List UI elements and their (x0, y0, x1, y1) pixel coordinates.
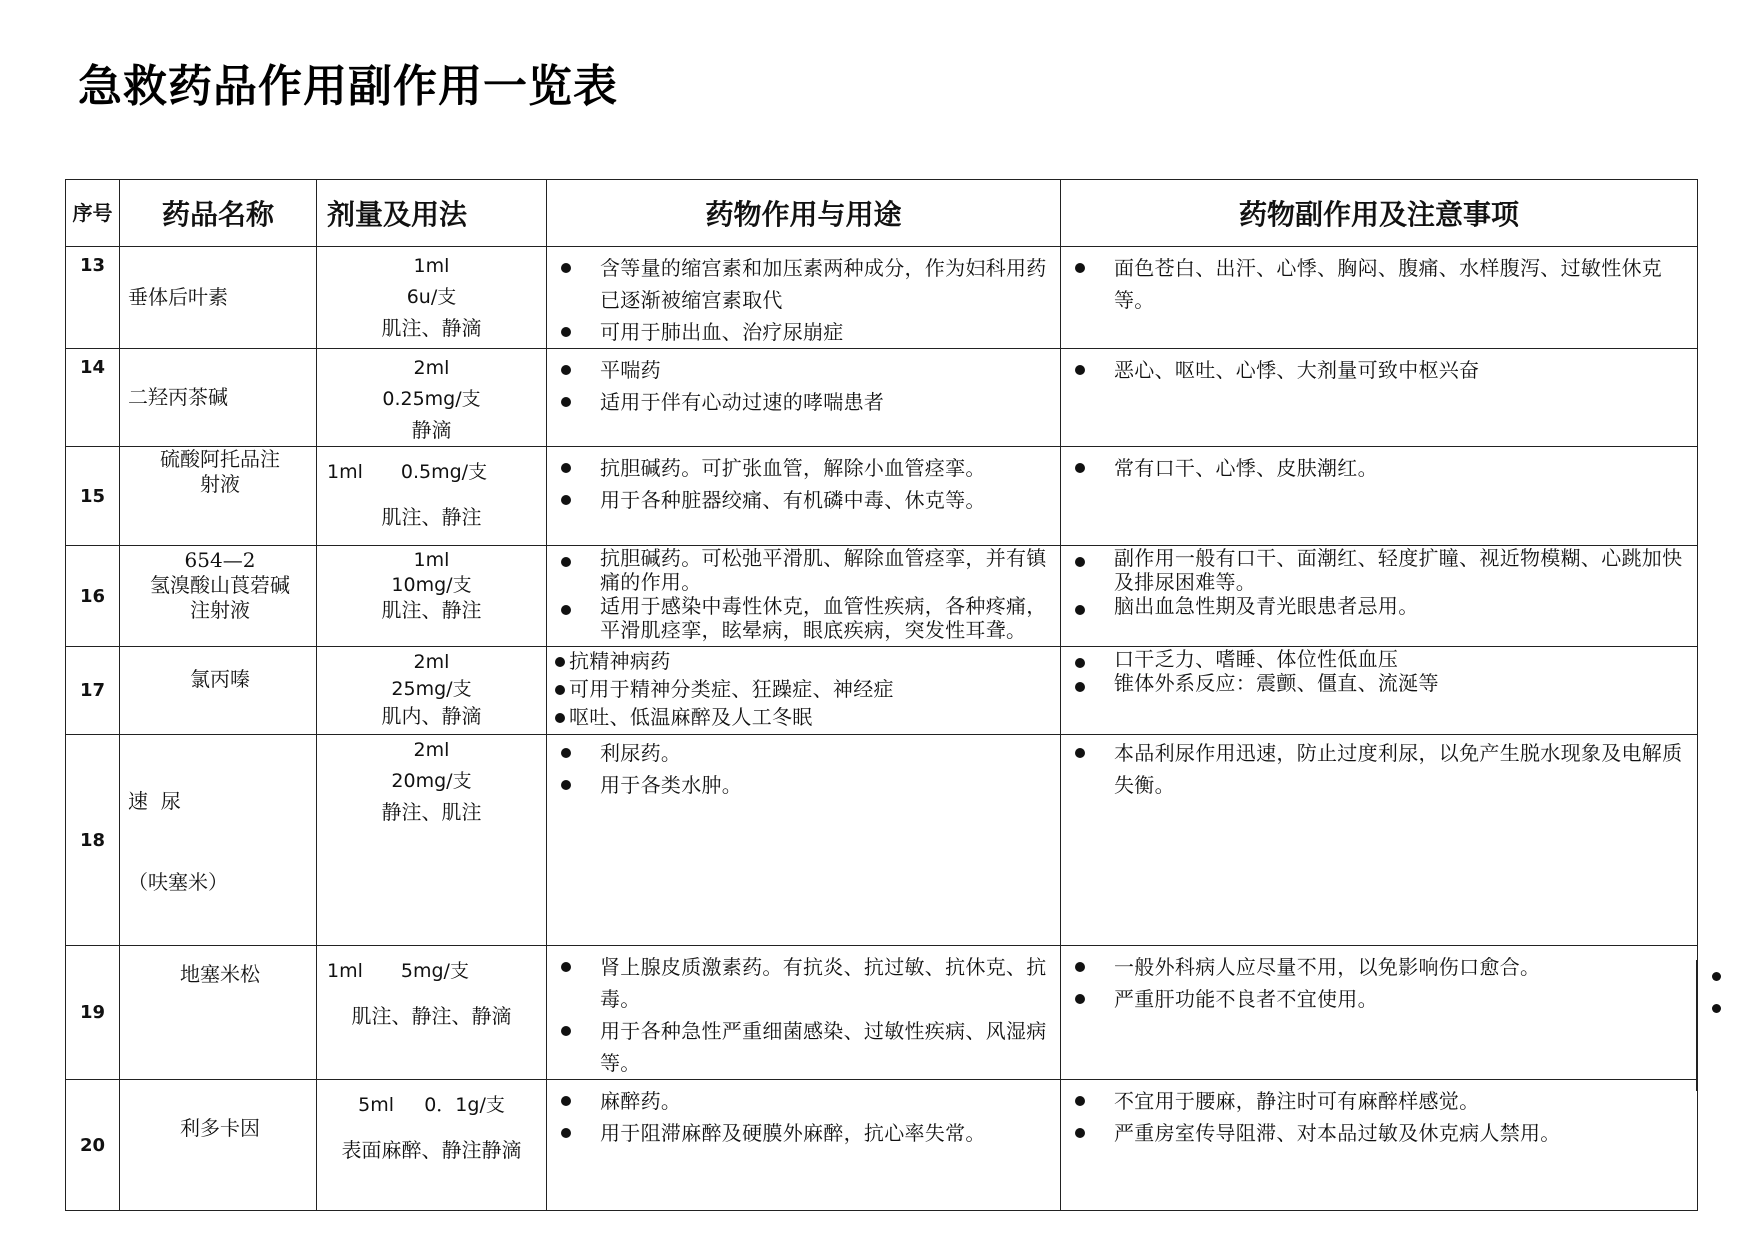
drug-name (120, 447, 317, 546)
drug-side-effects (1061, 946, 1698, 1080)
bullet-item: 恶心、呕吐、心悸、大剂量可致中枢兴奋 (1069, 354, 1691, 386)
header-action: 药物作用与用途 (547, 180, 1061, 247)
bullet-item: 可用于肺出血、治疗尿崩症 (555, 316, 1054, 348)
row-seq: 14 (66, 349, 120, 447)
bullet-item: 适用于感染中毒性休克，血管性疾病，各种疼痛，平滑肌痉挛，眩晕病，眼底疾病，突发性耳聋。 (555, 594, 1054, 642)
dose-volume-strength (317, 956, 546, 987)
row-seq: 15 (66, 447, 120, 546)
bullet-dot-icon (1712, 972, 1721, 981)
drug-name-line: 硫酸阿托品注 (160, 447, 280, 471)
drug-name-line: 垂体后叶素 (128, 285, 228, 309)
dose-strength: 6u/支 (406, 286, 457, 308)
dose-volume: 2ml (413, 357, 450, 379)
bullet-item: 用于各种脏器绞痛、有机磷中毒、休克等。 (555, 484, 1054, 516)
drug-name-line: 注射液 (190, 598, 250, 622)
drug-dose (317, 647, 547, 735)
drug-action (547, 447, 1061, 546)
dose-route: 表面麻醉、静注静滴 (341, 1138, 522, 1162)
table-row (66, 735, 1698, 946)
drug-side-effects (1061, 349, 1698, 447)
drug-action (547, 1080, 1061, 1211)
drug-side-effects (1061, 247, 1698, 349)
drug-action (547, 735, 1061, 946)
row-seq: 18 (66, 735, 120, 946)
dose-strength: 0.25mg/支 (382, 388, 481, 410)
header-dose: 剂量及用法 (317, 180, 547, 247)
drug-name-line: 速 尿 (128, 789, 181, 813)
drug-name (120, 1080, 317, 1211)
bullet-item: 利尿药。 (555, 737, 1054, 769)
bullet-item: 用于各种急性严重细菌感染、过敏性疾病、风湿病等。 (555, 1015, 1054, 1079)
table-row (66, 349, 1698, 447)
bullet-item: 抗精神病药 (555, 647, 1054, 675)
drug-action (547, 349, 1061, 447)
bullet-item: 严重肝功能不良者不宜使用。 (1069, 983, 1691, 1015)
dose-volume-strength (317, 1090, 546, 1121)
table-row (66, 247, 1698, 349)
table-row (66, 447, 1698, 546)
dose-route: 肌注、静滴 (381, 316, 482, 340)
dose-volume: 1ml (327, 960, 363, 982)
row-seq: 17 (66, 647, 120, 735)
table-header-row (66, 180, 1698, 247)
drug-dose (317, 946, 547, 1080)
dose-strength: 25mg/支 (391, 678, 472, 700)
drug-dose (317, 546, 547, 647)
bullet-item: 本品利尿作用迅速，防止过度利尿，以免产生脱水现象及电解质失衡。 (1069, 737, 1691, 801)
bullet-item: 不宜用于腰麻，静注时可有麻醉样感觉。 (1069, 1085, 1691, 1117)
dose-volume: 1ml (327, 461, 363, 483)
dose-volume: 2ml (413, 739, 450, 761)
row-seq: 19 (66, 946, 120, 1080)
page-title: 急救药品作用副作用一览表 (78, 61, 618, 112)
drug-side-effects (1061, 647, 1698, 735)
drug-action (547, 546, 1061, 647)
dose-route: 肌注、静注 (381, 505, 482, 529)
dose-route: 肌注、静注 (381, 598, 482, 622)
drug-action (547, 946, 1061, 1080)
bullet-item: 严重房室传导阻滞、对本品过敏及休克病人禁用。 (1069, 1117, 1691, 1149)
drug-name (120, 946, 317, 1080)
bullet-item: 可用于精神分类症、狂躁症、神经症 (555, 675, 1054, 703)
dose-route: 肌注、静注、静滴 (351, 1004, 512, 1028)
bullet-item: 肾上腺皮质激素药。有抗炎、抗过敏、抗休克、抗毒。 (555, 951, 1054, 1015)
bullet-item: 面色苍白、出汗、心悸、胸闷、腹痛、水样腹泻、过敏性休克等。 (1069, 252, 1691, 316)
bullet-item: 口干乏力、嗜睡、体位性低血压 (1069, 647, 1691, 671)
table-row (66, 946, 1698, 1080)
bullet-item: 麻醉药。 (555, 1085, 1054, 1117)
drug-name-line: 氢溴酸山莨菪碱 (150, 573, 290, 597)
row-seq: 16 (66, 546, 120, 647)
bullet-item: 平喘药 (555, 354, 1054, 386)
drug-name-line: 二羟丙茶碱 (128, 385, 228, 409)
dose-route: 静注、肌注 (381, 800, 482, 824)
header-name: 药品名称 (120, 180, 317, 247)
drug-side-effects (1061, 735, 1698, 946)
dose-strength: 20mg/支 (391, 770, 472, 792)
drug-side-effects (1061, 546, 1698, 647)
bullet-item: 脑出血急性期及青光眼患者忌用。 (1069, 594, 1691, 618)
row-seq: 13 (66, 247, 120, 349)
drug-name-line: （呋塞米） (128, 870, 228, 894)
header-seq: 序号 (66, 180, 120, 247)
row-seq: 20 (66, 1080, 120, 1211)
dose-volume: 1ml (413, 255, 450, 277)
dose-strength: 5mg/支 (400, 960, 469, 982)
drug-dose (317, 735, 547, 946)
table-row (66, 647, 1698, 735)
bullet-item: 用于阻滞麻醉及硬膜外麻醉，抗心率失常。 (555, 1117, 1054, 1149)
bullet-item: 适用于伴有心动过速的哮喘患者 (555, 386, 1054, 418)
clipped-column-border (1696, 960, 1697, 1091)
dose-route: 肌内、静滴 (381, 704, 482, 728)
bullet-dot-icon (1712, 1004, 1721, 1013)
bullet-item: 含等量的缩宫素和加压素两种成分，作为妇科用药已逐渐被缩宫素取代 (555, 252, 1054, 316)
drug-action (547, 247, 1061, 349)
dose-volume: 5ml (358, 1094, 395, 1116)
dose-strength: 0.5mg/支 (400, 461, 488, 483)
drug-name (120, 546, 317, 647)
drug-action (547, 647, 1061, 735)
drug-name (120, 247, 317, 349)
dose-strength: 10mg/支 (391, 574, 472, 596)
drug-name (120, 349, 317, 447)
bullet-item: 呕吐、低温麻醉及人工冬眠 (555, 703, 1054, 731)
drug-side-effects (1061, 447, 1698, 546)
drug-side-effects (1061, 1080, 1698, 1211)
table-row (66, 546, 1698, 647)
drug-table (65, 179, 1698, 1211)
drug-dose (317, 1080, 547, 1211)
bullet-item: 用于各类水肿。 (555, 769, 1054, 801)
drug-name-line: 氯丙嗪 (190, 667, 250, 691)
drug-name-line: 利多卡因 (180, 1116, 260, 1140)
header-side-effects: 药物副作用及注意事项 (1061, 180, 1698, 247)
dose-volume: 1ml (413, 549, 450, 571)
drug-dose (317, 349, 547, 447)
bullet-item: 抗胆碱药。可松弛平滑肌、解除血管痉挛，并有镇痛的作用。 (555, 546, 1054, 594)
drug-name-line: 地塞米松 (180, 962, 260, 986)
dose-volume-strength (317, 457, 546, 488)
drug-dose (317, 247, 547, 349)
drug-name-line: 654—2 (184, 548, 256, 572)
bullet-item: 抗胆碱药。可扩张血管，解除小血管痉挛。 (555, 452, 1054, 484)
drug-name (120, 735, 317, 946)
drug-name-line: 射液 (200, 472, 240, 496)
bullet-item: 副作用一般有口干、面潮红、轻度扩瞳、视近物模糊、心跳加快及排尿困难等。 (1069, 546, 1691, 594)
table-row (66, 1080, 1698, 1211)
bullet-item: 一般外科病人应尽量不用，以免影响伤口愈合。 (1069, 951, 1691, 983)
drug-name (120, 647, 317, 735)
dose-route: 静滴 (411, 418, 452, 442)
drug-dose (317, 447, 547, 546)
dose-volume: 2ml (413, 651, 450, 673)
bullet-item: 锥体外系反应：震颤、僵直、流涎等 (1069, 671, 1691, 695)
bullet-item: 常有口干、心悸、皮肤潮红。 (1069, 452, 1691, 484)
dose-strength: 0．1g/支 (424, 1094, 505, 1116)
